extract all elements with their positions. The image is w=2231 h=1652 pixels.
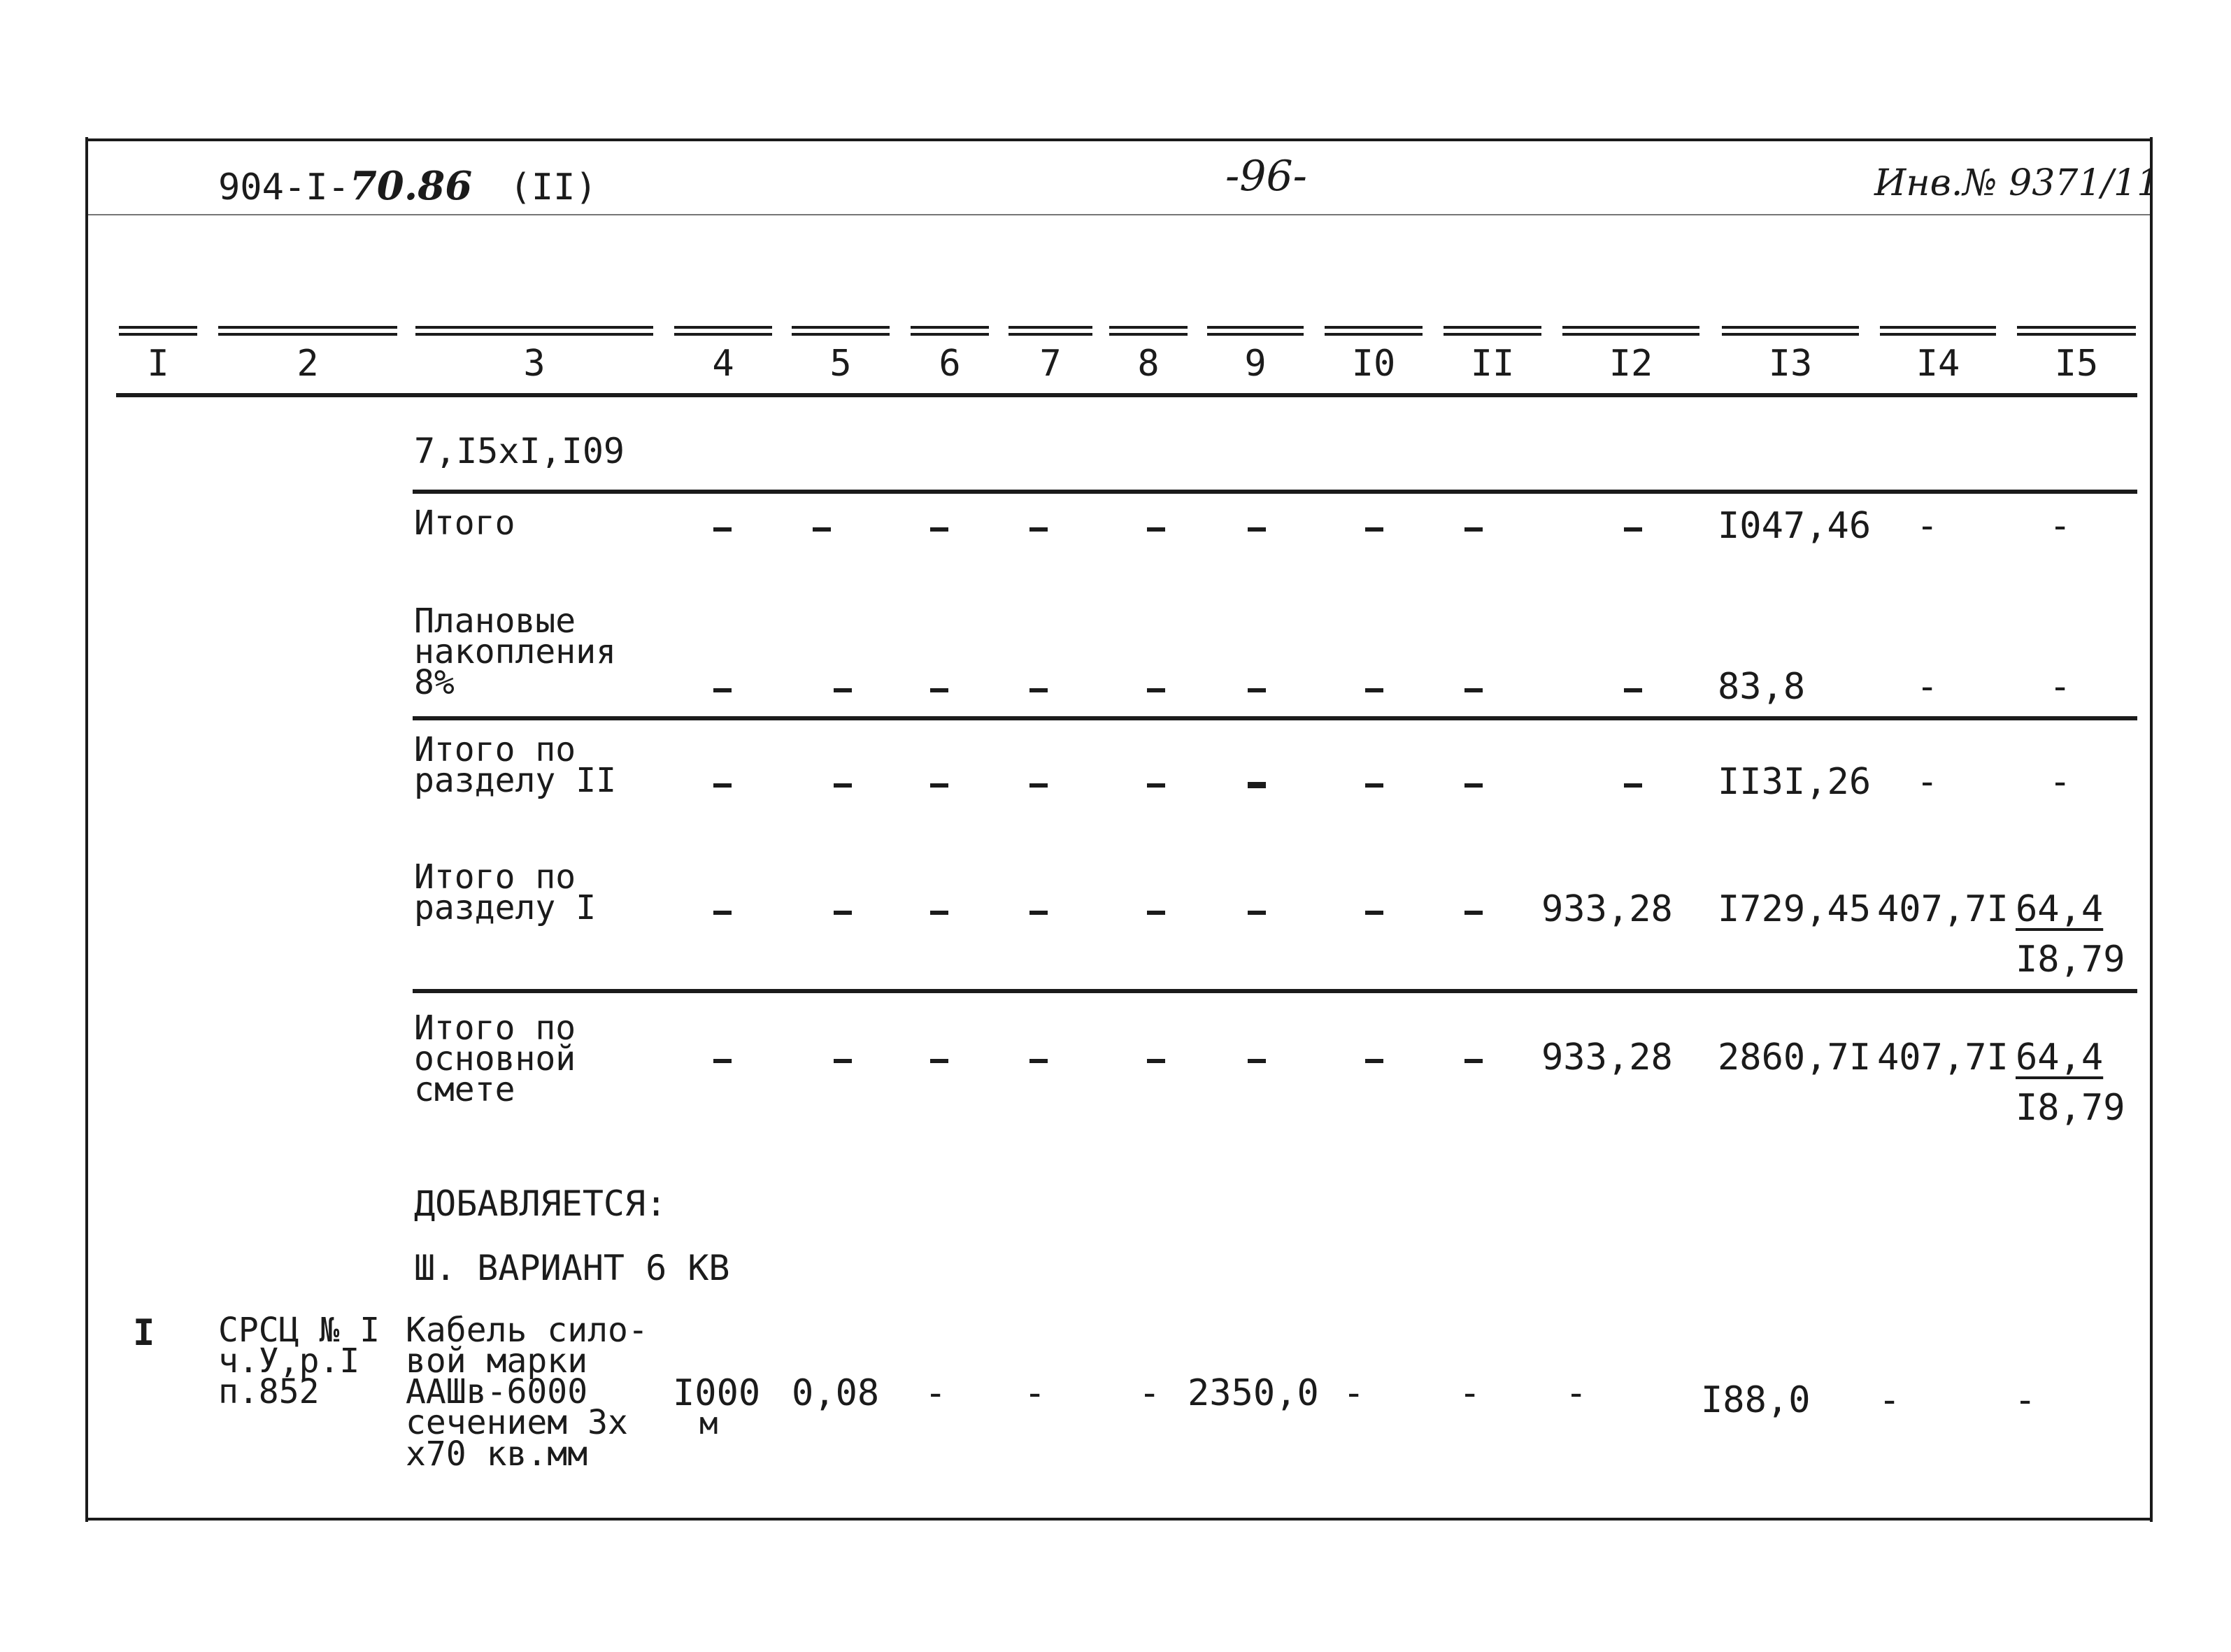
osnovnoy-dash-9 [1248,1059,1266,1063]
itogo-dash-11 [1464,527,1483,532]
col-rule-10 [1325,326,1423,336]
cable-c13: I88,0 [1701,1379,1811,1421]
razdel1-dash-6 [930,911,948,915]
col-rule-4 [674,326,772,336]
planovye-label: Плановые накопления 8% [414,601,616,703]
razdel1-dash-5 [834,911,852,915]
itogo-dash-5 [813,527,831,532]
itogo-razdel-1-c15-bottom: I8,79 [2016,939,2125,981]
col-rule-11 [1444,326,1541,336]
doc-code-handwritten: 70.86 [349,163,473,209]
razdel2-dash-12 [1624,783,1642,788]
col-header-14: I4 [1916,343,1960,385]
cable-c14: - [1879,1379,1901,1421]
inventory-number: Инв.№ 9371/11 [1874,162,2160,204]
cable-c15: - [2014,1379,2037,1421]
col-header-7: 7 [1039,343,1062,385]
razdel2-dash-10 [1365,783,1383,788]
itogo-dash-12 [1624,527,1642,532]
osnovnoy-dash-11 [1464,1059,1483,1063]
col-rule-14 [1880,326,1996,336]
razdel1-dash-8 [1147,911,1165,915]
itogo-dash-6 [930,527,948,532]
planovye-dash-11 [1464,688,1483,692]
razdel2-dash-9 [1248,782,1266,788]
cable-c10: - [1343,1372,1365,1414]
col-header-8: 8 [1137,343,1160,385]
cable-c7: - [1024,1372,1046,1414]
planovye-c15: - [2049,666,2072,708]
col-header-15: I5 [2054,343,2099,385]
planovye-dash-5 [834,688,852,692]
razdel2-dash-6 [930,783,948,788]
itogo-razdel-1-c13: I729,45 [1718,888,1872,930]
cable-c9: 2350,0 [1188,1372,1319,1414]
osnovnoy-dash-5 [834,1059,852,1063]
planovye-dash-7 [1029,688,1048,692]
itogo-osnovnoy-label: Итого по основной смете [414,1009,576,1110]
itogo-osnovnoy-c15-top: 64,4 [2016,1037,2104,1078]
col-header-4: 4 [712,343,734,385]
col-rule-13 [1722,326,1859,336]
itogo-osnovnoy-c15-bottom: I8,79 [2016,1087,2125,1129]
col-rule-3 [415,326,653,336]
itogo-osnovnoy-c13: 2860,7I [1718,1037,1872,1078]
cable-c12: - [1565,1372,1588,1414]
col-header-11: II [1470,343,1515,385]
header-bottom-rule [116,393,2137,397]
itogo-dash-7 [1029,527,1048,532]
col-rule-8 [1109,326,1188,336]
itogo-osnovnoy-c12: 933,28 [1541,1037,1673,1078]
rule-before-itogo [413,490,2137,494]
itogo-razdel-1-c14: 407,7I [1877,888,2009,930]
osnovnoy-dash-4 [713,1059,732,1063]
frame-top [87,138,2150,141]
variant-heading: Ш. ВАРИАНТ 6 КВ [414,1248,730,1288]
col-header-10: I0 [1351,343,1396,385]
razdel2-dash-5 [834,783,852,788]
page-number: -96- [1225,152,1307,201]
razdel1-dash-7 [1029,911,1048,915]
razdel2-dash-8 [1147,783,1165,788]
cable-c11: - [1459,1372,1481,1414]
col-rule-9 [1207,326,1304,336]
frame-right [2150,137,2153,1522]
cable-c5: 0,08 [792,1372,880,1414]
cable-c1: I [133,1312,155,1354]
planovye-dash-12 [1624,688,1642,692]
itogo-razdel-1-c12: 933,28 [1541,888,1673,930]
header-rule [87,214,2150,215]
frame-left [85,137,88,1522]
planovye-c13: 83,8 [1718,666,1806,708]
itogo-dash-9 [1248,527,1266,532]
carry-line: 7,I5xI,I09 [414,431,625,471]
planovye-dash-4 [713,688,732,692]
itogo-dash-10 [1365,527,1383,532]
col-header-12: I2 [1609,343,1653,385]
razdel2-dash-7 [1029,783,1048,788]
razdel2-dash-4 [713,783,732,788]
planovye-dash-9 [1248,688,1266,692]
col-header-6: 6 [939,343,961,385]
cable-c4-bottom: м [699,1406,718,1441]
itogo-razdel-2-label: Итого по разделу II [414,730,616,801]
col-header-2: 2 [297,343,319,385]
itogo-razdel-1-c15-top: 64,4 [2016,888,2104,930]
planovye-dash-8 [1147,688,1165,692]
razdel1-dash-9 [1248,911,1266,915]
itogo-dash-4 [713,527,732,532]
col-rule-1 [119,326,197,336]
razdel1-dash-4 [713,911,732,915]
cable-c3: Кабель сило- вой марки ААШв-6000 сечением 3х х70 кв.мм [406,1311,648,1474]
col-rule-12 [1562,326,1699,336]
itogo-c14: - [1916,505,1939,547]
itogo-c15: - [2049,505,2072,547]
itogo-razdel-2-c15: - [2049,761,2072,803]
col-header-3: 3 [523,343,546,385]
itogo-dash-8 [1147,527,1165,532]
col-rule-5 [792,326,890,336]
col-header-9: 9 [1244,343,1267,385]
osnovnoy-dash-10 [1365,1059,1383,1063]
col-rule-7 [1008,326,1092,336]
col-rule-2 [218,326,397,336]
rule-before-razdel-2 [413,716,2137,720]
cable-c4-top: I000 [673,1372,761,1414]
cable-c2: СРСЦ № I ч.У,р.I п.852 [218,1311,380,1412]
planovye-c14: - [1916,666,1939,708]
itogo-razdel-1-label: Итого по разделу I [414,857,597,928]
doc-code [218,163,597,209]
osnovnoy-dash-6 [930,1059,948,1063]
razdel2-dash-11 [1464,783,1483,788]
itogo-c13: I047,46 [1718,505,1872,547]
doc-code-prefix: 904-I- [218,166,350,208]
itogo-razdel-2-c13: II3I,26 [1718,761,1872,803]
planovye-dash-6 [930,688,948,692]
dobavlyaetsya-heading: ДОБАВЛЯЕТСЯ: [414,1183,667,1224]
cable-c8: - [1139,1372,1161,1414]
col-header-13: I3 [1768,343,1813,385]
rule-before-osnovnoy [413,989,2137,993]
itogo-razdel-2-c14: - [1916,761,1939,803]
itogo-osnovnoy-c14: 407,7I [1877,1037,2009,1078]
itogo-label: Итого [414,504,515,543]
frame-bottom [87,1518,2150,1521]
col-rule-6 [911,326,989,336]
col-header-5: 5 [829,343,852,385]
razdel1-dash-11 [1464,911,1483,915]
cable-c6: - [925,1372,947,1414]
razdel1-dash-10 [1365,911,1383,915]
col-header-1: I [147,343,169,385]
planovye-dash-10 [1365,688,1383,692]
col-rule-15 [2017,326,2136,336]
doc-code-suffix: (II) [509,166,597,208]
osnovnoy-dash-7 [1029,1059,1048,1063]
osnovnoy-dash-8 [1147,1059,1165,1063]
